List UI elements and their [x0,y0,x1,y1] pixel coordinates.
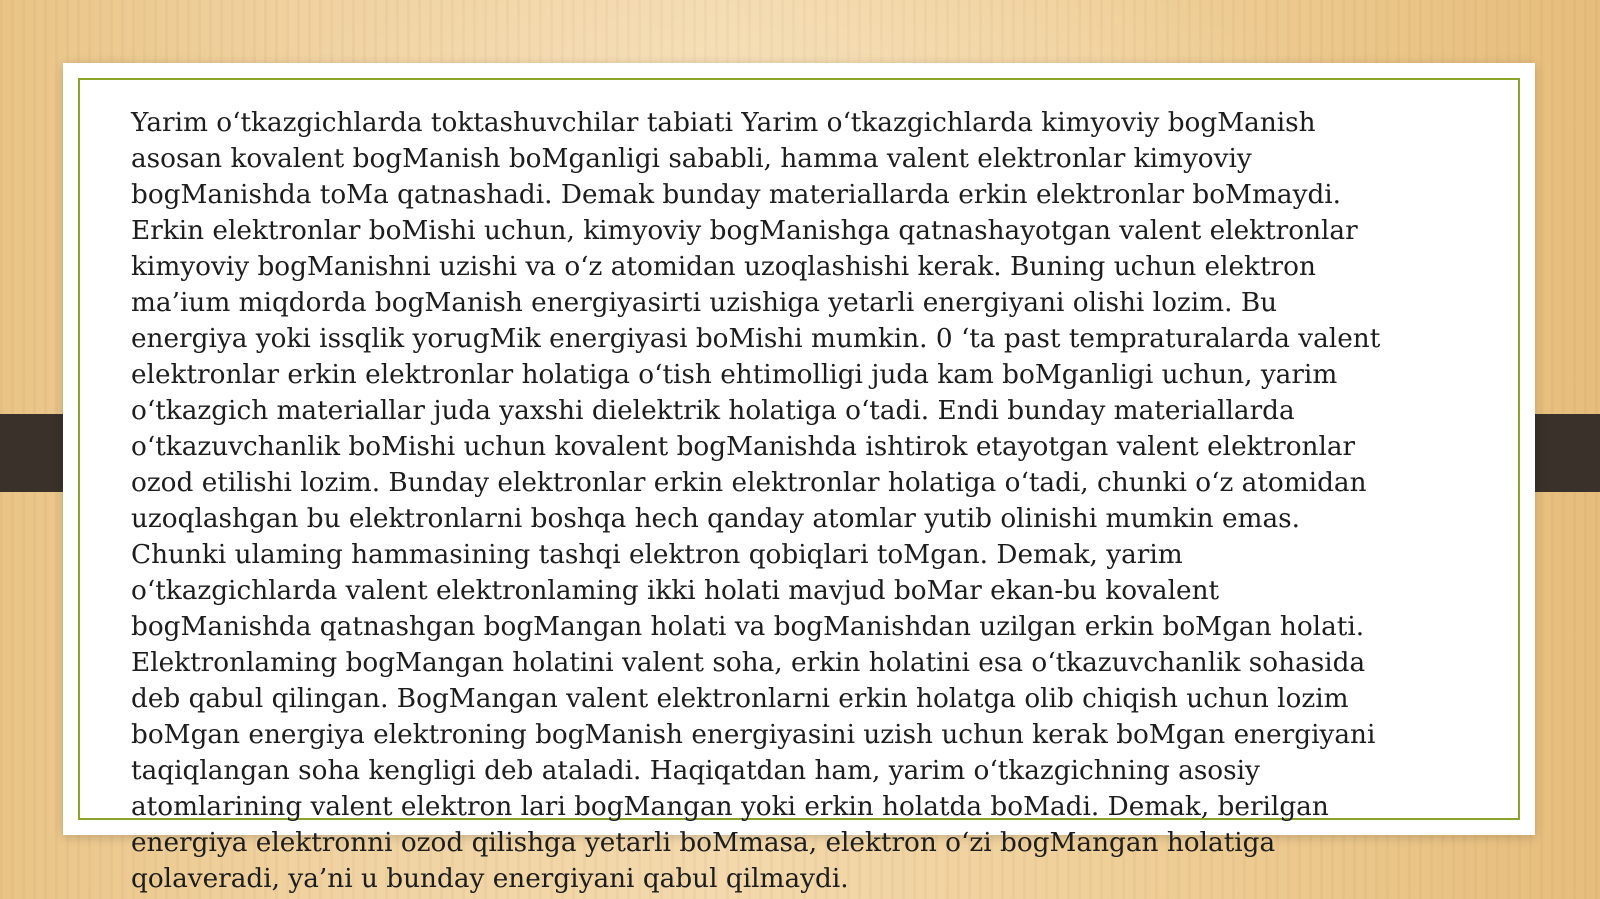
text-line: o‘tkazgich materiallar juda yaxshi dielektrik holatiga o‘tadi. Endi bunday materiallarda [131,396,1295,426]
text-line: Elektronlaming bogMangan holatini valent soha, erkin holatini esa o‘tkazuvchanlik sohasida [131,648,1366,678]
text-line: ma’ium miqdorda bogManish energiyasirti uzishiga yetarli energiyani olishi lozim. Bu [131,288,1278,318]
text-line: asosan kovalent bogManish boMganligi sababli, hamma valent elektronlar kimyoviy [131,144,1252,174]
text-line: o‘tkazuvchanlik boMishi uchun kovalent bogManishda ishtirok etayotgan valent elektronlar [131,432,1356,462]
text-line: Yarim o‘tkazgichlarda toktashuvchilar tabiati Yarim o‘tkazgichlarda kimyoviy bogManish [131,108,1316,138]
text-line: bogManishda qatnashgan bogMangan holati va bogManishdan uzilgan erkin boMgan holati. [131,612,1365,642]
text-line: qolaveradi, ya’ni u bunday energiyani qabul qilmaydi. [131,864,849,894]
text-line: ozod etilishi lozim. Bunday elektronlar erkin elektronlar holatiga o‘tadi, chunki o‘z atomidan [131,468,1367,498]
text-line: atomlarining valent elektron lari bogMangan yoki erkin holatda boMadi. Demak, berilgan [131,792,1329,822]
text-line: taqiqlangan soha kengligi deb ataladi. Haqiqatdan ham, yarim o‘tkazgichning asosiy [131,756,1260,786]
text-line: Erkin elektronlar boMishi uchun, kimyoviy bogManishga qatnashayotgan valent elektronlar [131,216,1358,246]
text-line: Chunki ulaming hammasining tashqi elektron qobiqlari toMgan. Demak, yarim [131,540,1183,570]
text-line: elektronlar erkin elektronlar holatiga o‘tish ehtimolligi juda kam boMganligi uchun, yarim [131,360,1338,390]
text-line: uzoqlashgan bu elektronlarni boshqa hech qanday atomlar yutib olinishi mumkin emas. [131,504,1300,534]
text-line: boMgan energiya elektroning bogManish energiyasini uzish uchun kerak boMgan energiyani [131,720,1376,750]
text-line: energiya yoki issqlik yorugMik energiyasi boMishi mumkin. 0 ‘ta past tempraturalarda valent [131,324,1381,354]
text-line: kimyoviy bogManishni uzishi va o‘z atomidan uzoqlashishi kerak. Buning uchun elektron [131,252,1316,282]
slide-body-text [131,105,1481,897]
text-line: deb qabul qilingan. BogMangan valent elektronlarni erkin holatga olib chiqish uchun lozim [131,684,1349,714]
text-line: o‘tkazgichlarda valent elektronlaming ikki holati mavjud boMar ekan-bu kovalent [131,576,1220,606]
text-line: energiya elektronni ozod qilishga yetarli boMmasa, elektron o‘zi bogMangan holatiga [131,828,1276,858]
text-line: bogManishda toMa qatnashadi. Demak bunday materiallarda erkin elektronlar boMmaydi. [131,180,1342,210]
